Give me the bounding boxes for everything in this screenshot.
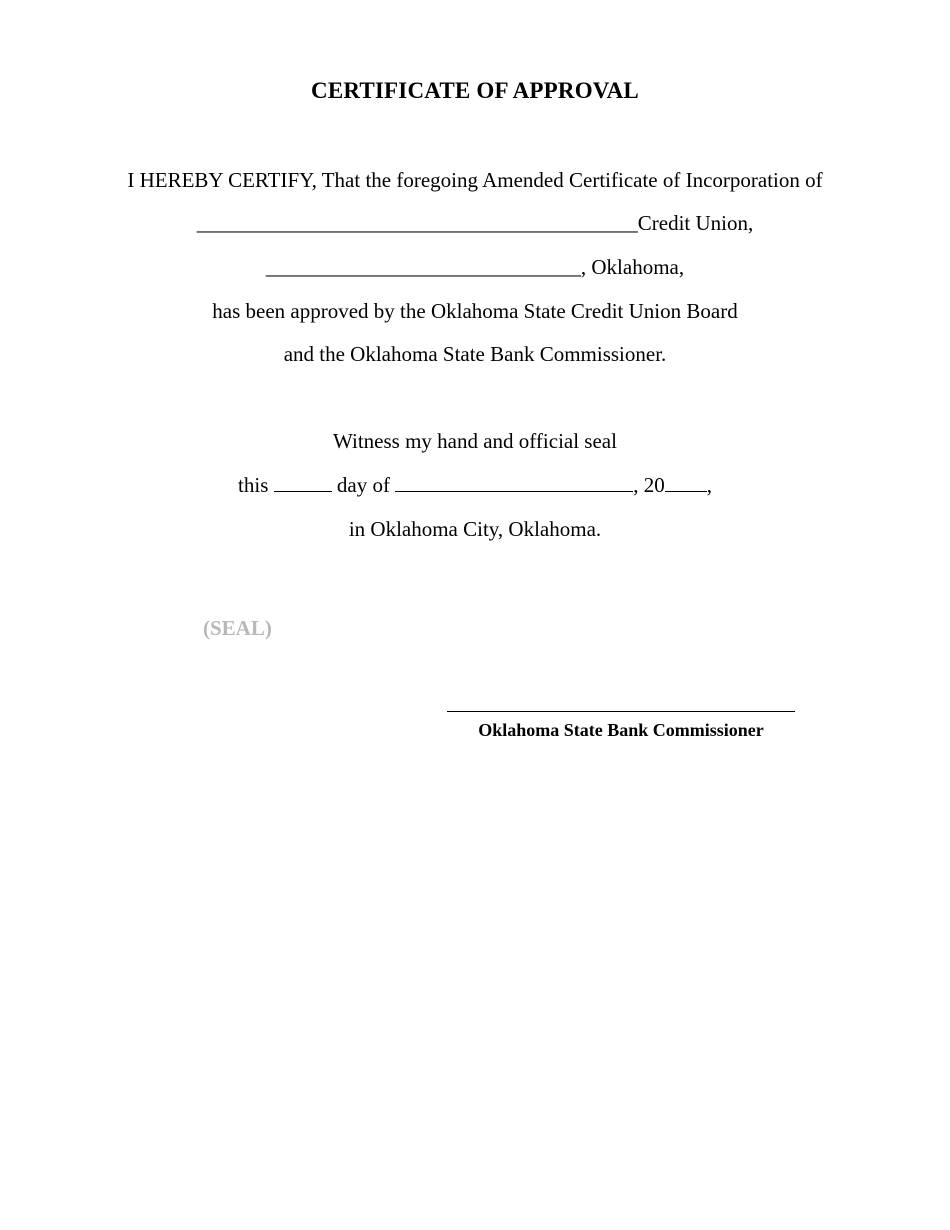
day-of-label: day of [336,473,390,497]
approved-text: has been approved by the Oklahoma State Credit Union Board [212,299,738,323]
certify-text: I HEREBY CERTIFY, That the foregoing Amended Certificate of Incorporation of [127,168,823,192]
date-line [0,473,950,497]
signature-caption: Oklahoma State Bank Commissioner [478,720,764,740]
year-suffix: , [706,473,712,497]
credit-union-line [0,211,950,235]
location-line [0,517,950,541]
credit-union-name-blank[interactable]: __________________________________________ [196,211,638,235]
day-blank[interactable] [274,473,332,492]
year-blank[interactable] [665,473,707,492]
approved-line [0,299,950,323]
this-label: this [238,473,269,497]
city-suffix: , Oklahoma, [580,255,685,279]
page-title: CERTIFICATE OF APPROVAL [311,78,639,103]
credit-union-suffix: Credit Union, [637,211,754,235]
city-name-blank[interactable]: ______________________________ [265,255,581,279]
month-blank[interactable] [395,473,633,492]
witness-text: Witness my hand and official seal [333,429,617,453]
commissioner-line [0,342,950,366]
certify-line [0,168,950,192]
seal-placeholder: (SEAL) [203,616,272,640]
commissioner-text: and the Oklahoma State Bank Commissioner. [283,342,667,366]
year-prefix: , 20 [633,473,665,497]
location-text: in Oklahoma City, Oklahoma. [348,517,602,541]
signature-line[interactable] [447,711,795,712]
witness-line [0,429,950,453]
city-line [0,255,950,279]
